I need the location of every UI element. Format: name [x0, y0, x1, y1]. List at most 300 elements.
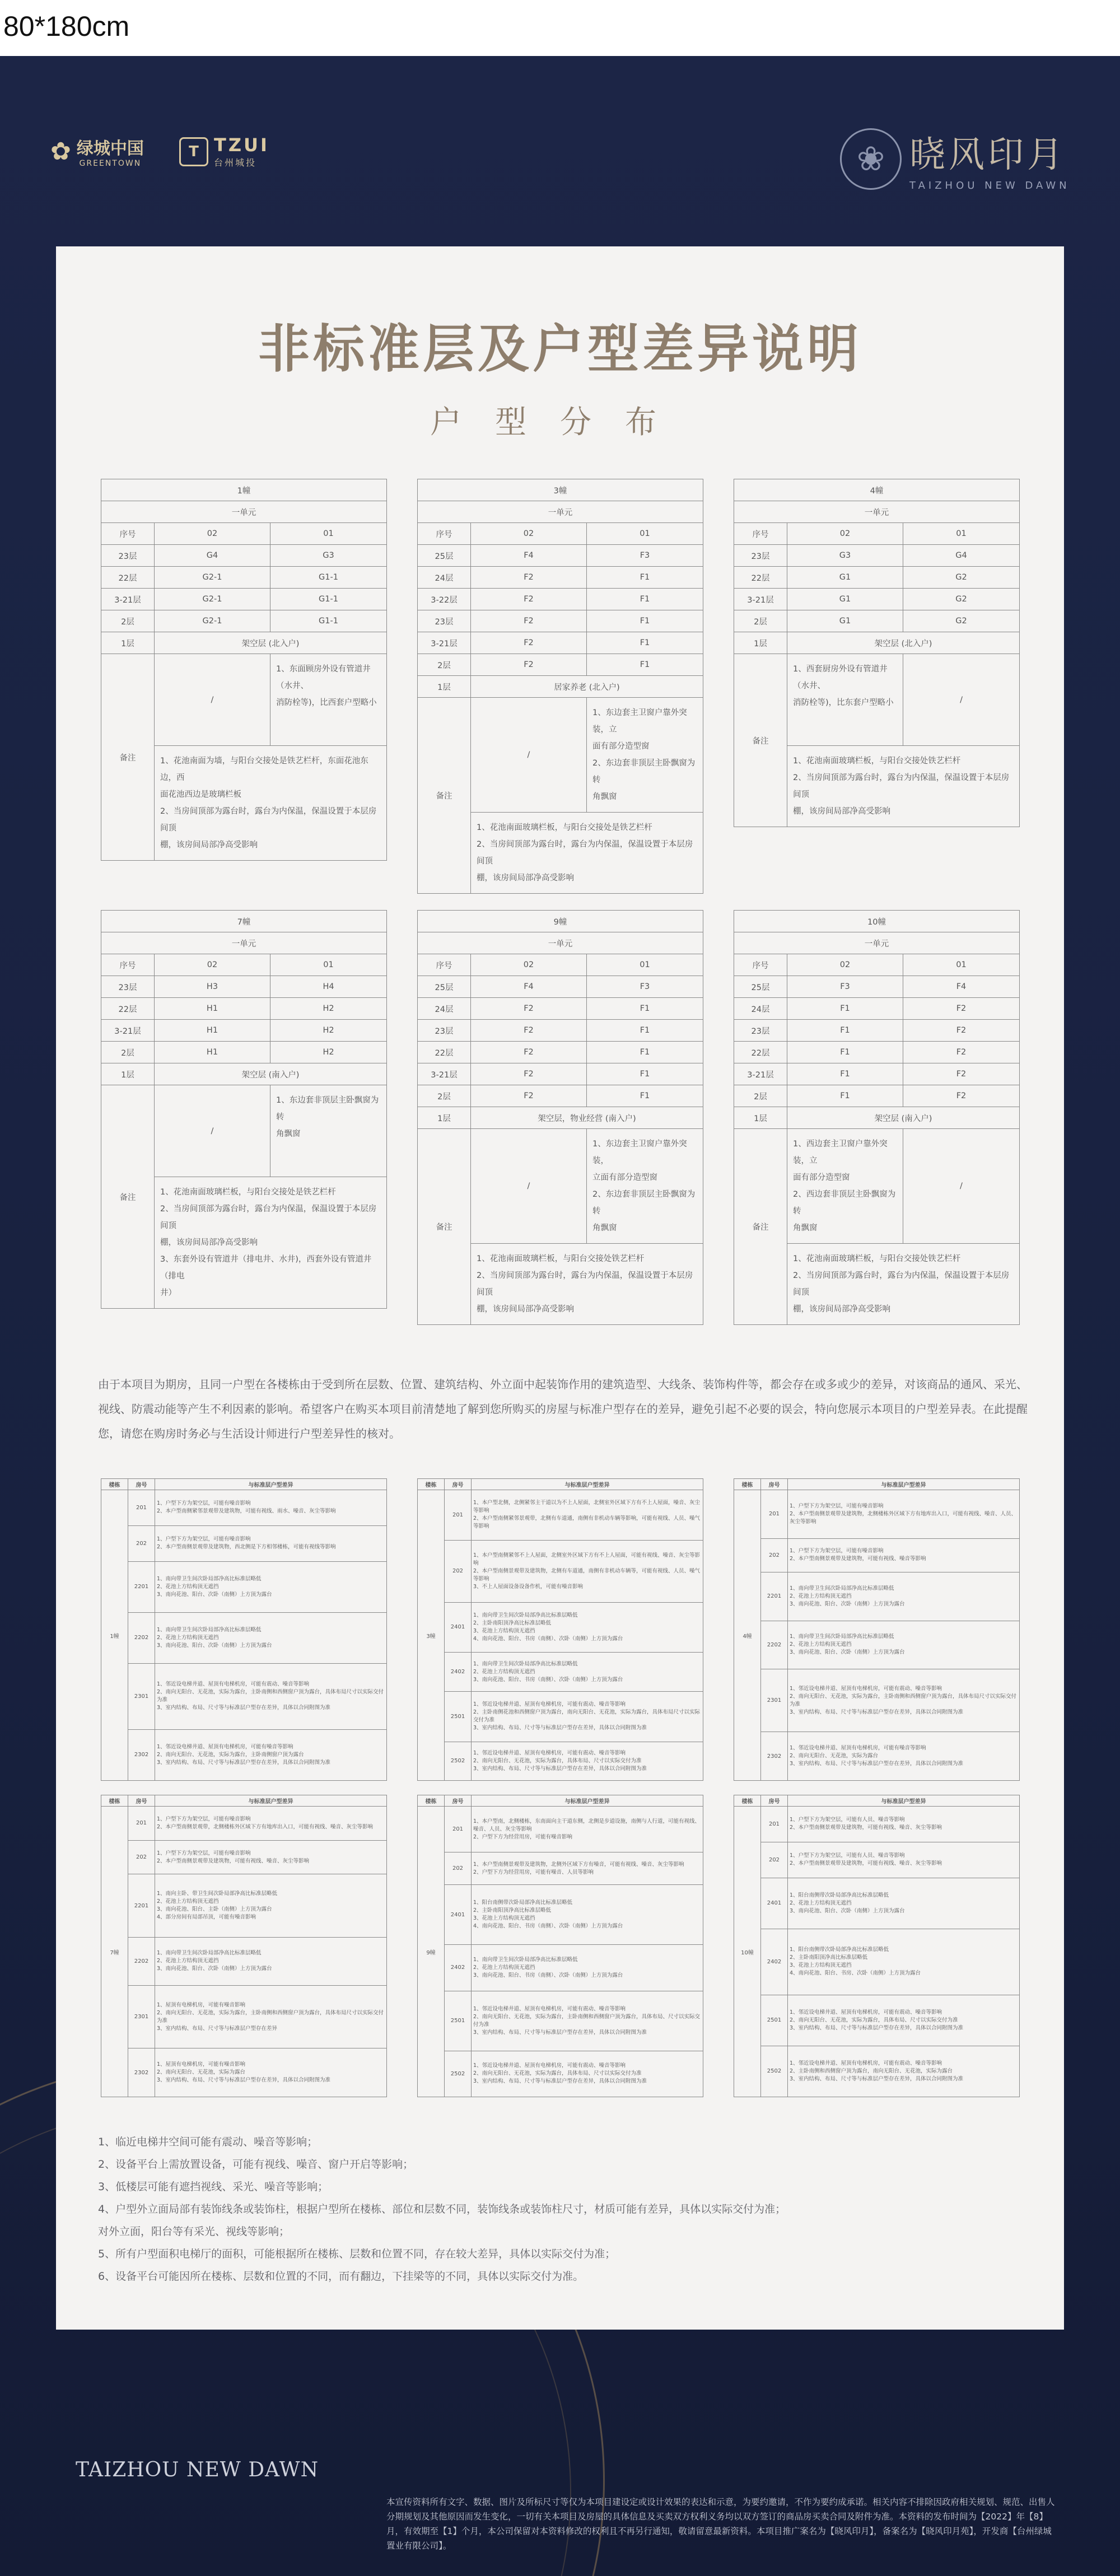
note-line: 3、南向花池、阳台、次卧（南侧）上方顶为露台: [157, 1966, 272, 1972]
floor-label: 1层: [101, 632, 155, 654]
unit-type: F2: [903, 1085, 1020, 1107]
floor-label: 23层: [101, 545, 155, 567]
note-line: 2、花池上方结构顶无遮挡: [157, 1634, 219, 1641]
floor-label: 22层: [101, 567, 155, 589]
note-line: 2、南向无阳台、无花池，实际为露台，主卧南侧和西侧窗户顶为露台，具体布局尺寸以实际交付为准: [790, 1693, 1017, 1707]
difference-row: [101, 1840, 387, 1874]
room-number: 2202: [128, 1612, 155, 1663]
unit-type: G4: [155, 545, 270, 567]
building-name: 1幢: [101, 479, 387, 501]
floor-label: 25层: [418, 545, 471, 567]
note-line: 2、南向无阳台、无花池，实际为露台，具体布局、尺寸以实际交付为准: [473, 2070, 642, 2077]
floor-row: [734, 1042, 1020, 1063]
note-line: 2、南向无阳台、无花池，实际为露台，主卧南侧和西侧窗户顶为露台，具体布局、尺寸以实际交付为准: [473, 2013, 701, 2028]
difference-desc: [472, 1742, 703, 1780]
unit-type: H2: [270, 1042, 387, 1063]
note-line: 2、本户型南侧景观带及建筑物，北侧楼栋外区域下方有地库出入口，可能有视线、噪音、人员、灰尘等影响: [790, 1510, 1017, 1525]
room-number: 2502: [445, 1742, 472, 1780]
floor-label: 序号: [418, 523, 471, 545]
unit-type: 02: [787, 954, 903, 976]
header-building: 楼栋: [734, 1479, 761, 1490]
difference-row: [734, 1669, 1020, 1732]
unit-type: G2: [903, 610, 1020, 632]
note-line: 棚，该房间局部净高受影响: [160, 1238, 258, 1247]
floor-row: [101, 545, 387, 567]
floor-label: 22层: [734, 1042, 787, 1063]
bottom-note: 3、低楼层可能有遮挡视线、采光、噪音等影响；: [98, 2181, 329, 2193]
floor-row: [418, 1020, 703, 1042]
unit-type: G2: [903, 589, 1020, 610]
note-line: 1、南向主卧、带卫生间次卧局部净高比标准层略低: [157, 1891, 278, 1897]
unit-type: G1: [787, 610, 903, 632]
note-line: 3、室内结构、布局、尺寸等与标准层户型存在差异，具体以合同附图为准: [790, 1709, 964, 1715]
note-line: 2、花池上方结构顶无遮挡: [157, 1898, 219, 1905]
note-line: 1、本户型北侧，北侧紧邻主干道以为不上人屋面，北侧室外区域下方有不上人屋面，噪音、灰尘等影响: [473, 1500, 701, 1514]
floor-label: 序号: [418, 954, 471, 976]
floor-row: [101, 976, 387, 998]
floor-label: 23层: [734, 545, 787, 567]
brand-name: 晓风印月: [909, 134, 1066, 176]
building-table: [101, 910, 387, 1309]
note-line: 3、南向花池、阳台、书房（南侧）、次卧（南侧）上方顶为露台: [473, 1676, 623, 1683]
unit-type: F4: [471, 545, 587, 567]
room-number: 2401: [445, 1885, 472, 1945]
unit-type: F2: [471, 998, 587, 1020]
room-number: 2401: [445, 1602, 472, 1653]
floor-label: 22层: [101, 998, 155, 1020]
difference-desc: [788, 1995, 1020, 2046]
note-line: 2、主卧南侧花池和西侧窗户顶为露台，南向无阳台、无花池，实际为露台，具体布局尺寸以实际交付为准: [473, 1709, 701, 1724]
note-line: 1、阳台南侧带次卧局部净高比标准层略低: [790, 1892, 889, 1898]
unit-type: F3: [587, 545, 703, 567]
difference-desc: [155, 1729, 387, 1780]
note-line: 3、室内结构、布局、尺寸等与标准层户型存在差异，具体以合同附图为准: [473, 2029, 647, 2036]
room-number: 201: [128, 1490, 155, 1526]
difference-row: [734, 1732, 1020, 1781]
note-line: 3、东套外设有管道井（排电井、水井)，西套外设有管道井（排电: [160, 1255, 372, 1281]
floor-row: [418, 976, 703, 998]
note-line: 2、本户型南侧景观带及建筑物，西北侧是下方相邻楼栋，可能有视线等影响: [157, 1544, 336, 1551]
diff-building: 4幢: [734, 1490, 761, 1781]
note-line: 1、邻近设电梯井道、屋顶有电梯机房，可能有震动、噪音等影响: [790, 1685, 942, 1692]
note-main: [471, 1244, 703, 1325]
note-line: 3、南向花池、阳台、书房（南侧）、次卧（南侧）上方顶为露台: [473, 1972, 623, 1978]
note-line: 1、户型下方为架空层，可能有噪音影响: [157, 1816, 251, 1822]
note-line: 2、南向无阳台、无花池，实际为露台，具体布局、尺寸以实际交付为准: [473, 1757, 642, 1764]
note-b: /: [903, 1129, 1020, 1244]
unit-type: F2: [903, 1063, 1020, 1085]
unit-type: F2: [471, 567, 587, 589]
header-building: 楼栋: [101, 1479, 128, 1490]
room-number: 2201: [128, 1874, 155, 1937]
floor1-desc: 架空层 (北入户): [787, 632, 1020, 654]
note-line: 1、花池南面玻璃栏板，与阳台交接处铁艺栏杆: [793, 1254, 961, 1263]
floor-label: 25层: [418, 976, 471, 998]
note-line: 1、南向带卫生间次卧局部净高比标准层略低: [790, 1585, 894, 1592]
floor1-desc: 居家养老 (北入户): [471, 676, 703, 698]
floor-label: 3-21层: [734, 1063, 787, 1085]
difference-table: [734, 1795, 1020, 2097]
difference-table: [734, 1478, 1020, 1781]
floor-label: 2层: [418, 654, 471, 676]
difference-desc: [155, 1525, 387, 1561]
note-line: 1、户型下方为架空层，可能有人员、噪音等影响: [790, 1852, 905, 1859]
unit-type: G2: [903, 567, 1020, 589]
notes-label: 备注: [101, 654, 155, 861]
floor-label: 2层: [734, 1085, 787, 1107]
tzui-name: TZUI: [214, 134, 269, 156]
unit-type: F1: [787, 1063, 903, 1085]
room-number: 2402: [445, 1945, 472, 1991]
bottom-note: 对外立面，阳台等有采光、视线等影响；: [98, 2225, 290, 2238]
room-number: 2301: [128, 1663, 155, 1729]
difference-row: [734, 1572, 1020, 1621]
floor-row: [734, 976, 1020, 998]
note-line: 1、邻近设电梯井道、屋顶有电梯机房，可能有震动、噪音等影响: [473, 1749, 626, 1756]
note-line: 2、主卧南阳顶净高比标准层略低: [473, 1907, 552, 1914]
note-b: [270, 654, 387, 746]
unit-type: F1: [587, 654, 703, 676]
header-room: 房号: [445, 1479, 472, 1490]
floor-label: 3-21层: [418, 632, 471, 654]
note-line: 1、户型下方为架空层，可能有噪音影响: [790, 1548, 884, 1555]
floor-row: [418, 954, 703, 976]
difference-row: [101, 2048, 387, 2097]
note-line: 2、本户型南侧景观带及建筑物，可能有视线、噪音、灰尘等影响: [790, 1824, 942, 1831]
note-line: 2、花池上方结构顶无遮挡: [157, 1583, 219, 1590]
room-number: 2402: [761, 1929, 788, 1995]
unit-type: G1-1: [270, 567, 387, 589]
header-room: 房号: [761, 1479, 788, 1490]
room-number: 2302: [761, 1732, 788, 1781]
difference-row: [734, 2046, 1020, 2097]
room-number: 201: [128, 1807, 155, 1841]
unit-type: 02: [471, 523, 587, 545]
unit-type: F2: [471, 610, 587, 632]
bottom-notes: [98, 2131, 1028, 2288]
difference-row: [418, 1490, 703, 1541]
note-line: 3、南向花池、阳台、次卧（南侧）上方顶为露台: [157, 1591, 272, 1598]
note-line: 2、当房间顶部为露台时，露台为内保温，保温设置于本层房间顶: [793, 773, 1010, 799]
unit-type: F2: [903, 998, 1020, 1020]
header-room: 房号: [128, 1795, 155, 1807]
floor-label: 1层: [418, 1107, 471, 1129]
note-line: 4、南向花池、阳台、书房（南侧）、次卧（南侧）上方顶为露台: [473, 1635, 623, 1642]
room-number: 2202: [761, 1621, 788, 1669]
difference-desc: [472, 1540, 703, 1602]
unit-type: G2-1: [155, 567, 270, 589]
unit-type: 01: [903, 954, 1020, 976]
note-line: 1、东边套主卫窗户靠外突装，立: [592, 708, 687, 734]
col-b-label: 01: [270, 523, 387, 545]
note-line: 1、西边套主卫窗户靠外突装，立: [793, 1140, 888, 1165]
floor-label: 23层: [101, 976, 155, 998]
difference-desc: [472, 1691, 703, 1742]
building-name: 10幢: [734, 911, 1020, 932]
difference-desc: [472, 2051, 703, 2097]
difference-desc: [788, 1490, 1020, 1539]
difference-desc: [155, 2048, 387, 2097]
difference-table: [101, 1795, 387, 2097]
note-b: [270, 1085, 387, 1177]
note-line: 2、南向无阳台、无花池，实际为露台: [157, 2069, 246, 2076]
note-line: 2、东边套非顶层主卧飘窗为转: [592, 759, 696, 785]
difference-row: [734, 1842, 1020, 1878]
unit-type: 01: [587, 954, 703, 976]
difference-desc: [788, 2046, 1020, 2097]
building-name: 4幢: [734, 479, 1020, 501]
floor-row: [734, 998, 1020, 1020]
building-name: 7幢: [101, 911, 387, 932]
room-number: 2502: [761, 2046, 788, 2097]
note-line: 3、南向花池、阳台、次卧（南侧）上方顶为露台: [790, 1907, 905, 1914]
bottom-note: 1、临近电梯井空间可能有震动、噪音等影响；: [98, 2136, 318, 2148]
note-main: [155, 1177, 387, 1309]
note-line: 2、南向无阳台、无花池，实际为露台，主卧南侧窗户顶为露台: [157, 1751, 304, 1758]
floor-label: 22层: [418, 1042, 471, 1063]
note-line: 1、本户型南侧景观带及建筑物，北侧外区域下方有噪音，可能有视线、噪音、灰尘等影响: [473, 1861, 684, 1868]
difference-desc: [472, 1602, 703, 1653]
note-line: 1、西套厨房外设有管道井（水井、: [793, 665, 888, 690]
floor-row: [418, 654, 703, 676]
difference-desc: [788, 1842, 1020, 1878]
note-line: 1、阳台南侧带次卧局部净高比标准层略低: [473, 1900, 573, 1906]
difference-row: [418, 1807, 703, 1852]
notes-label: 备注: [734, 654, 787, 827]
floor-label: 1层: [101, 1063, 155, 1085]
unit-type: F1: [587, 998, 703, 1020]
note-line: 3、室内结构、布局、尺寸等与标准层户型存在差异，具体以合同附图为准: [473, 1765, 647, 1772]
floor-label: 3-22层: [418, 589, 471, 610]
brand-flower-icon: ❀: [840, 128, 902, 190]
difference-row: [418, 1742, 703, 1780]
note-line: 2、南向无阳台、无花池，实际为露台: [790, 1753, 879, 1760]
room-number: 202: [445, 1540, 472, 1602]
difference-desc: [788, 1807, 1020, 1842]
note-line: 1、户型下方为架空层，可能有噪音影响: [157, 1536, 251, 1543]
room-number: 2301: [128, 1986, 155, 2048]
note-line: 1、阳台南侧带次卧局部净高比标准层略低: [790, 1947, 889, 1953]
building-table: [734, 479, 1020, 827]
room-number: 2201: [761, 1572, 788, 1621]
note-line: 2、本户型南侧景观带及建筑物，可能有视线、噪音、灰尘等影响: [790, 1860, 942, 1867]
floor1-desc: 架空层，物业经营 (南入户): [471, 1107, 703, 1129]
difference-row: [734, 1490, 1020, 1539]
note-a: [787, 654, 903, 746]
unit-type: G1-1: [270, 610, 387, 632]
greentown-name: 绿城中国: [76, 139, 144, 158]
difference-desc: [788, 1878, 1020, 1929]
note-line: 1、南向带卫生间次卧局部净高比标准层略低: [473, 1660, 578, 1667]
note-line: 1、邻近设电梯井道、屋顶有电梯机房，可能有震动、噪音等影响: [473, 2062, 626, 2069]
unit-type: F4: [471, 976, 587, 998]
unit-label: 一单元: [734, 501, 1020, 523]
difference-desc: [155, 1490, 387, 1526]
room-number: 2501: [445, 1691, 472, 1742]
note-a: /: [155, 1085, 270, 1177]
unit-type: F3: [587, 976, 703, 998]
room-number: 2301: [761, 1669, 788, 1732]
unit-type: G1-1: [270, 589, 387, 610]
unit-type: H3: [155, 976, 270, 998]
unit-type: F2: [903, 1020, 1020, 1042]
diff-building: 9幢: [418, 1807, 445, 2097]
note-line: 棚，该房间局部净高受影响: [793, 807, 890, 816]
note-line: 4、部分房间有局部吊顶，可能有噪音影响: [157, 1914, 256, 1921]
difference-desc: [155, 1986, 387, 2048]
header-room: 房号: [761, 1795, 788, 1807]
section-subtitle: 户型分布: [430, 404, 690, 441]
col-a-label: 02: [155, 523, 270, 545]
note-line: 1、东边套主卫窗户靠外突装，: [592, 1140, 687, 1165]
room-number: 202: [128, 1525, 155, 1561]
diff-building: 3幢: [418, 1490, 445, 1781]
note-line: 1、邻近设电梯井道、屋顶有电梯机房，可能有噪音等影响: [157, 1743, 293, 1750]
note-line: 立面有部分造型窗: [592, 1173, 657, 1182]
floor-label: 序号: [101, 954, 155, 976]
note-line: 面有部分造型窗: [592, 742, 650, 751]
note-line: 3、室内结构、布局、尺寸等与标准层户型存在差异，具体以合同附图为准: [473, 2078, 647, 2085]
difference-desc: [788, 1572, 1020, 1621]
unit-type: F2: [471, 1020, 587, 1042]
floor-row: [418, 589, 703, 610]
difference-table: [101, 1478, 387, 1781]
note-line: 3、室内结构、布局、尺寸等与标准层户型存在差异，具体以合同附图为准: [790, 1761, 964, 1767]
building-name: 3幢: [418, 479, 703, 501]
floor-label: 1层: [734, 1107, 787, 1129]
note-line: 1、南向带卫生间次卧局部净高比标准层略低: [790, 1634, 894, 1640]
difference-desc: [788, 1732, 1020, 1781]
note-line: 井）: [160, 1289, 176, 1298]
note-line: 3、室内结构、布局、尺寸等与标准层户型存在差异，具体以合同附图为准: [790, 2024, 964, 2031]
floor-label: 23层: [734, 1020, 787, 1042]
difference-desc: [472, 1807, 703, 1852]
note-line: 棚，该房间局部净高受影响: [793, 1305, 890, 1314]
note-line: 2、本户型南侧紧邻景观带，北侧有车道通，南侧有非机动车辆等影响，可能有视线、人员、噪气等影响: [473, 1515, 701, 1530]
note-line: 1、本户型南，北侧楼栋，东南面向主干道东侧，北侧是步道设施，南侧与人行道，可能有视线、噪音、人员、灰尘等影响: [473, 1818, 701, 1832]
difference-row: [734, 1878, 1020, 1929]
unit-type: F2: [471, 632, 587, 654]
floor-row: [734, 589, 1020, 610]
unit-type: F2: [471, 1042, 587, 1063]
note-b: [587, 698, 703, 813]
floor-label: 24层: [734, 998, 787, 1020]
difference-desc: [155, 1807, 387, 1841]
floor-row: [734, 954, 1020, 976]
floor-row: [734, 1020, 1020, 1042]
note-line: 2、本户型南侧紧邻景观带及建筑物，可能有视线、雨水、噪音、灰尘等影响: [157, 1508, 336, 1515]
floor-label: 23层: [418, 1020, 471, 1042]
header-building: 楼栋: [734, 1795, 761, 1807]
floor-row: [101, 589, 387, 610]
room-number: 201: [761, 1490, 788, 1539]
difference-row: [418, 1991, 703, 2051]
note-line: 3、花池上方结构顶无遮挡: [473, 1627, 535, 1634]
note-line: 2、当房间顶部为露台时，露台为内保温，保温设置于本层房间顶: [160, 1205, 377, 1230]
unit-type: F2: [903, 1042, 1020, 1063]
note-line: 2、主卧南阳顶净高比标准层略低: [473, 1620, 552, 1626]
unit-type: F1: [787, 1020, 903, 1042]
difference-desc: [472, 1852, 703, 1885]
difference-row: [101, 1561, 387, 1612]
note-line: 2、花池上方结构顶无遮挡: [790, 1593, 852, 1599]
intro-paragraph: 由于本项目为期房，且同一户型在各楼栋由于受到所在层数、位置、建筑结构、外立面中起装饰作用的建筑造型、大线条、装饰构件等，都会存在或多或少的差异，对该商品的通风、采光、视线、防震动能等产生不利因素的影响。希望客户在购买本项目前清楚地了解到您所购买的房屋与标准户型存在的差异，避免引起不必要的误会，特向您展示本项目的户型差异表。在此提醒您，请您在购房时务必与生活设计师进行户型差异性的核对。: [98, 1378, 1028, 1440]
difference-row: [734, 1538, 1020, 1572]
unit-type: H1: [155, 1042, 270, 1063]
note-line: 1、本户型南侧紧邻不上人屋面，北侧室外区域下方有不上人屋面，可能有视线、噪音、灰尘等影响: [473, 1552, 701, 1566]
note-line: 3、南向花池、阳台、次卧（南侧）上方顶为露台: [157, 1642, 272, 1649]
note-line: 3、室内结构、布局、尺寸等与标准层户型存在差异: [157, 2025, 278, 2032]
unit-type: F1: [587, 1020, 703, 1042]
room-number: 201: [445, 1490, 472, 1541]
note-line: 2、户型下方为经营用房，可能有噪音影响: [473, 1833, 573, 1840]
difference-row: [734, 1929, 1020, 1995]
diff-building: 10幢: [734, 1807, 761, 2097]
note-line: 3、室内结构、布局、尺寸等与标准层户型存在差异，具体以合同附图为准: [473, 1725, 647, 1732]
difference-desc: [155, 1874, 387, 1937]
note-line: 3、室内结构、布局、尺寸等与标准层户型存在差异，具体以合同附图为准: [790, 2075, 964, 2082]
difference-row: [101, 1986, 387, 2048]
unit-type: H1: [155, 998, 270, 1020]
note-a: /: [155, 654, 270, 746]
unit-type: 01: [903, 523, 1020, 545]
difference-desc: [155, 1612, 387, 1663]
note-line: 角飘窗: [592, 792, 617, 801]
note-line: 角飘窗: [276, 1130, 301, 1138]
difference-row: [418, 1602, 703, 1653]
note-line: 3、花池上方结构顶无遮挡: [473, 1915, 535, 1922]
note-line: 2、当房间顶部为露台时，露台为内保温，保温设置于本层房间顶: [477, 840, 693, 866]
unit-type: H1: [155, 1020, 270, 1042]
room-number: 2501: [761, 1995, 788, 2046]
note-line: 棚，该房间局部净高受影响: [160, 841, 258, 850]
floor-label: 2层: [101, 1042, 155, 1063]
greentown-name-en: GREENTOWN: [79, 159, 142, 168]
room-number: 2302: [128, 2048, 155, 2097]
note-line: 1、邻近设电梯井道、屋顶有电梯机房，可能有震动、噪音等影响: [473, 1701, 626, 1708]
note-b: [587, 1129, 703, 1244]
note-line: 1、东面顾房外设有管道井（水井、: [276, 665, 371, 690]
header-desc: 与标准层户型差异: [788, 1479, 1020, 1490]
diff-building: 1幢: [101, 1490, 128, 1781]
difference-row: [418, 1852, 703, 1885]
floor-label: 1层: [734, 632, 787, 654]
room-number: 2501: [445, 1991, 472, 2051]
building-table: [417, 910, 703, 1325]
note-line: 1、花池南面玻璃栏板，与阳台交接处是铁艺栏杆: [160, 1188, 336, 1197]
difference-row: [418, 2051, 703, 2097]
note-line: 1、花池南面玻璃栏板，与阳台交接处铁艺栏杆: [793, 757, 961, 766]
note-line: 2、花池上方结构顶无遮挡: [157, 1958, 219, 1964]
unit-type: F1: [787, 1042, 903, 1063]
difference-desc: [472, 1991, 703, 2051]
note-line: 2、户型下方为经营用房，可能有噪音、人员等影响: [473, 1869, 594, 1875]
unit-type: H4: [270, 976, 387, 998]
unit-type: G3: [270, 545, 387, 567]
disclaimer: 本宣传资料所有文字、数据、图片及所标尺寸等仅为本项目建设定或设计效果的表达和示意，为要约邀请，不作为要约成承诺。相关内容不排除因政府相关规划、规范、出售人分期规划及其他原因而发生变化，一切有关本项目及房屋的具体信息及买卖双方权利义务均以双方签订的商品房买卖合同及附件为准。本资料的发布时间为【2022】年【8】月，有效期至【1】个月，本公司保留对本资料修改的权利且不再另行通知，敬请留意最新资料。本项目推广案名为【晓风印月】，备案名为【晓风印月苑】，开发商【台州绿城置业有限公司】。: [386, 2497, 1055, 2551]
unit-label: 一单元: [734, 932, 1020, 954]
difference-desc: [472, 1885, 703, 1945]
difference-row: [734, 1621, 1020, 1669]
note-main: [787, 1244, 1020, 1325]
unit-type: 01: [587, 523, 703, 545]
floor1-desc: 架空层 (北入户): [155, 632, 387, 654]
difference-desc: [472, 1653, 703, 1691]
floor-row: [418, 1063, 703, 1085]
note-line: 1、邻近设电梯井道、屋顶有电梯机房，可能有震动、噪音等影响: [473, 2005, 626, 2012]
header-desc: 与标准层户型差异: [472, 1795, 703, 1807]
floor-row: [418, 567, 703, 589]
